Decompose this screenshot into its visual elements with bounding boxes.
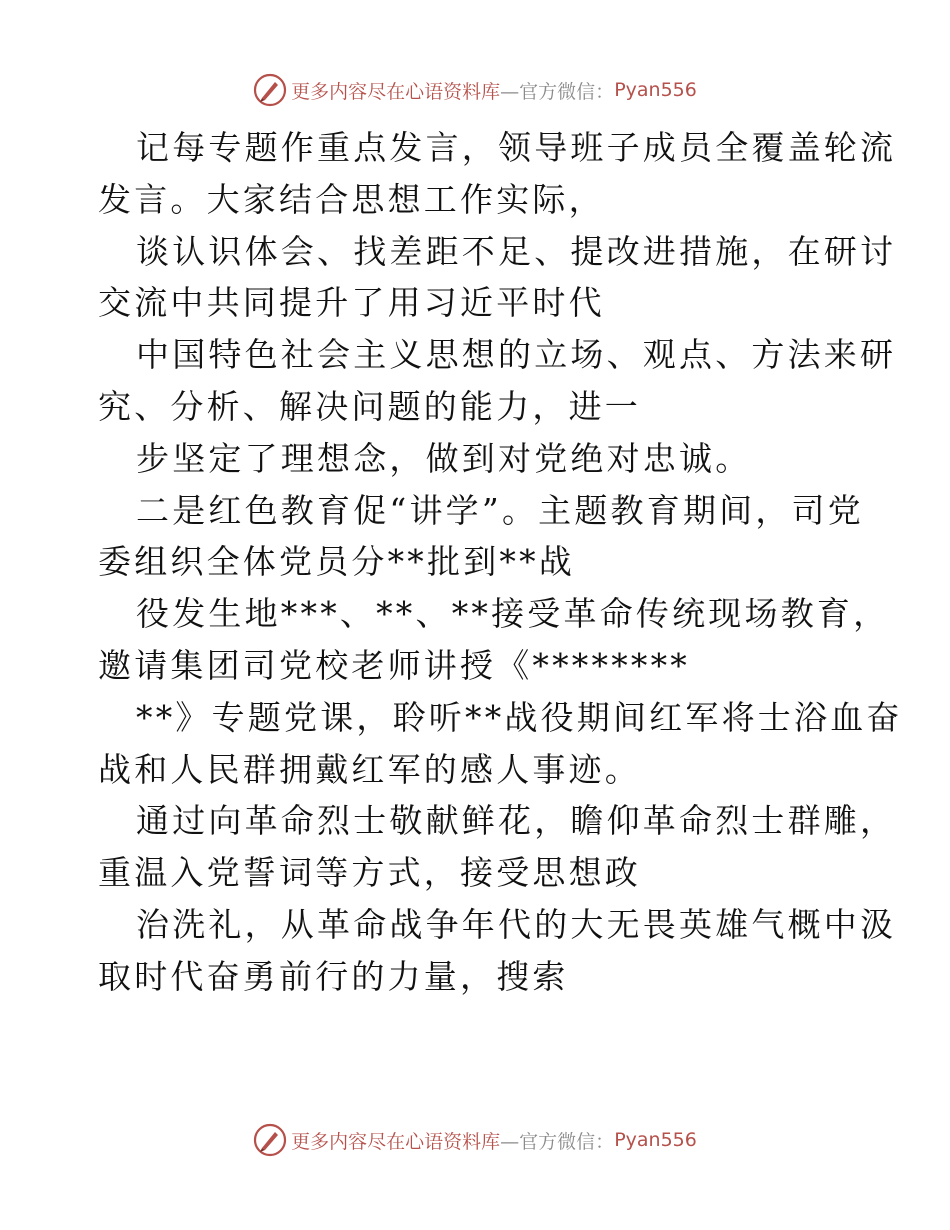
watermark-wechat-id: Pyan556 — [614, 1129, 697, 1151]
watermark-site-text: 更多内容尽在心语资料库 — [291, 1130, 501, 1153]
quill-pen-logo-icon — [253, 1123, 287, 1157]
text-line: 通过向革命烈士敬献鲜花，瞻仰革命烈士群雕， — [136, 801, 897, 841]
text-line: 步坚定了理想念，做到对党绝对忠诚。 — [136, 438, 752, 478]
watermark-site-text: 更多内容尽在心语资料库 — [291, 80, 501, 103]
footer-watermark — [0, 1120, 950, 1160]
quill-pen-logo-icon — [253, 73, 287, 107]
text-line: 取时代奋勇前行的力量，搜索 — [98, 956, 569, 996]
watermark-wechat-id: Pyan556 — [614, 79, 697, 101]
text-line: 中国特色社会主义思想的立场、观点、方法来研 — [136, 335, 897, 375]
text-line: 交流中共同提升了用习近平时代 — [98, 283, 605, 323]
text-line: 发言。大家结合思想工作实际， — [98, 179, 605, 219]
watermark-dash-text: —官方微信： — [500, 80, 615, 103]
text-line: **》专题党课，聆听**战役期间红军将士浴血奋 — [136, 697, 903, 737]
watermark-dash-text: —官方微信： — [500, 1130, 615, 1153]
document-body — [98, 122, 903, 1003]
text-line: 委组织全体党员分**批到**战 — [98, 542, 575, 582]
text-line: 邀请集团司党校老师讲授《******** — [98, 645, 690, 685]
text-line: 重温入党誓词等方式，接受思想政 — [98, 853, 641, 893]
header-watermark — [0, 70, 950, 110]
text-line: 治洗礼，从革命战争年代的大无畏英雄气概中汲 — [136, 904, 897, 944]
text-line: 役发生地***、**、**接受革命传统现场教育， — [136, 594, 890, 634]
text-line: 战和人民群拥戴红军的感人事迹。 — [98, 749, 641, 789]
text-line: 二是红色教育促“讲学”。主题教育期间，司党 — [136, 490, 864, 530]
text-line: 谈认识体会、找差距不足、提改进措施，在研讨 — [136, 231, 897, 271]
text-line: 记每专题作重点发言，领导班子成员全覆盖轮流 — [136, 128, 897, 167]
text-line: 究、分析、解决问题的能力，进一 — [98, 386, 641, 426]
